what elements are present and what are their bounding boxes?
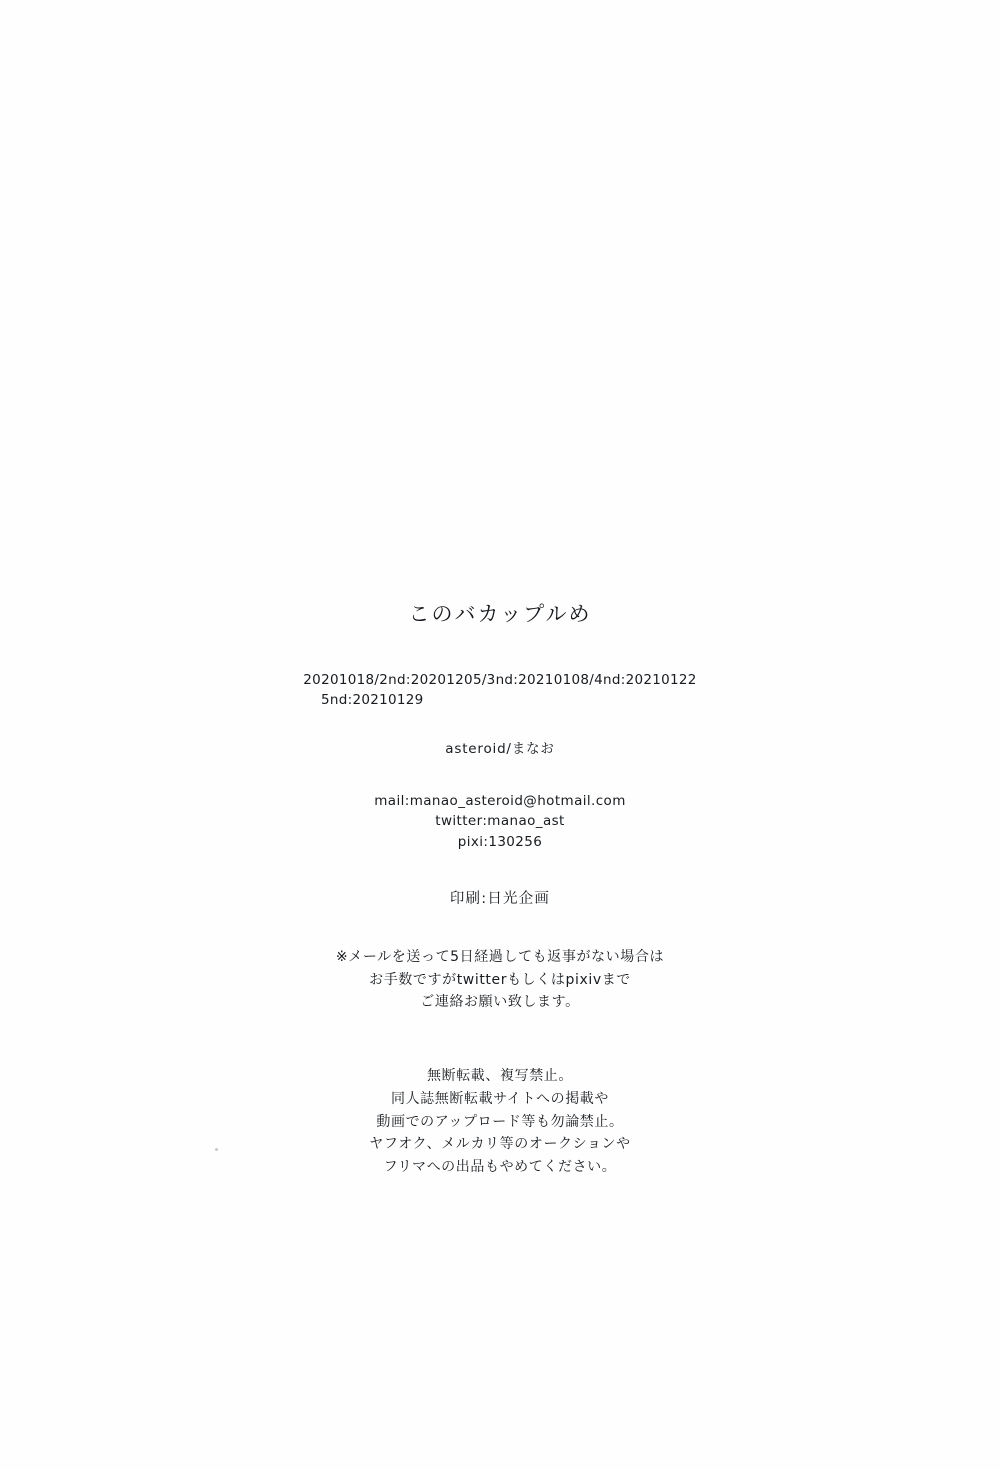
reply-notice-line-2: お手数ですがtwitterもしくはpixivまで <box>369 971 631 988</box>
copyright-rules <box>0 1065 1000 1178</box>
circle-and-author: asteroid/まなお <box>445 740 555 757</box>
page-title: このバカップルめ <box>408 602 592 626</box>
contact-mail: mail:manao_asteroid@hotmail.com <box>374 792 626 809</box>
copyright-rules-line-2: 同人誌無断転載サイトへの掲載や <box>390 1091 610 1108</box>
page-speck-mark <box>215 1148 218 1151</box>
publication-dates-line-1: 20201018/2nd:20201205/3nd:20210108/4nd:20210122 <box>303 672 697 689</box>
copyright-rules-line-3: 動画でのアップロード等も勿論禁止。 <box>376 1113 624 1130</box>
copyright-rules-line-4: ヤフオク、メルカリ等のオークションや <box>369 1136 631 1153</box>
copyright-rules-line-5: フリマへの出品もやめてください。 <box>383 1159 617 1176</box>
publication-dates-line-2: 5nd:20210129 <box>321 691 424 708</box>
contact-twitter: twitter:manao_ast <box>435 813 565 830</box>
reply-notice <box>0 946 1000 1013</box>
printer-info: 印刷:日光企画 <box>449 891 551 908</box>
copyright-rules-line-1: 無断転載、複写禁止。 <box>427 1068 573 1085</box>
contact-block <box>0 791 1000 854</box>
reply-notice-line-3: ご連絡お願い致します。 <box>420 994 580 1011</box>
reply-notice-line-1: ※メールを送って5日経過しても返事がない場合は <box>335 949 665 966</box>
contact-pixiv: pixi:130256 <box>457 834 543 851</box>
publication-dates <box>0 671 1000 710</box>
colophon-block <box>0 600 1000 1179</box>
